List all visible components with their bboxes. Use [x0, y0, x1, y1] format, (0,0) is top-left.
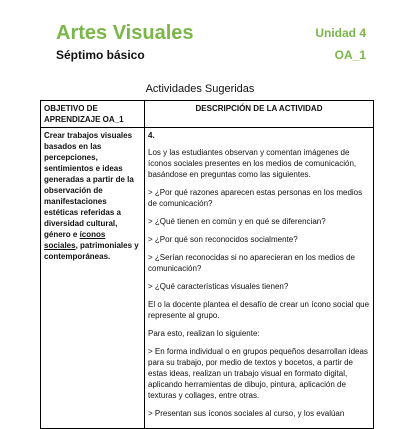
objective-line: manifestaciones: [44, 197, 107, 206]
activity-paragraph: Los y las estudiantes observan y comentan imágenes de íconos sociales presentes en los medios de comunicación, basándose en preguntas como las siguientes.: [148, 148, 357, 179]
objective-line: percepciones,: [44, 153, 98, 162]
objective-code: OA_1: [334, 48, 366, 62]
header-line: OBJETIVO DE: [44, 104, 98, 113]
objective-line: sentimientos e ideas: [44, 164, 123, 173]
objective-line: [44, 240, 141, 251]
activity-paragraph: El o la docente plantea el desafío de crear un ícono social que represente al grupo.: [148, 300, 370, 320]
objective-line: generadas a partir de la: [44, 175, 134, 184]
table-row: [41, 128, 374, 429]
document-title: Artes Visuales: [56, 22, 194, 44]
objective-line: observación de: [44, 186, 103, 195]
objective-line: contemporáneas.: [44, 252, 111, 261]
activity-paragraph: Para esto, realizan lo siguiente:: [148, 329, 260, 338]
objective-line: basados en las: [44, 142, 102, 151]
objective-column-header: [41, 101, 145, 128]
objective-cell: [41, 128, 145, 429]
table-header-row: [41, 101, 374, 128]
activity-question: > ¿Por qué son reconocidos socialmente?: [148, 235, 298, 244]
section-title: Actividades Sugeridas: [145, 83, 255, 95]
objective-line: [44, 229, 141, 240]
objective-text: género e: [44, 230, 80, 239]
activity-question: > ¿Qué tienen en común y en qué se diferencian?: [148, 217, 326, 226]
activity-question: > ¿Serían reconocidas si no aparecieran en los medios de comunicación?: [148, 253, 356, 273]
sociales-link[interactable]: sociales: [44, 241, 76, 250]
unit-label: Unidad 4: [315, 26, 366, 40]
activity-question: > ¿Por qué razones aparecen estas personas en los medios de comunicación?: [148, 188, 363, 208]
objective-line: estéticas referidas a: [44, 208, 121, 217]
activity-step: > Presentan sus íconos sociales al curso, y los evalúan: [148, 409, 345, 418]
iconos-link[interactable]: íconos: [79, 230, 106, 239]
header-line: APRENDIZAJE OA_1: [44, 115, 124, 124]
description-column-header: DESCRIPCIÓN DE LA ACTIVIDAD: [145, 101, 374, 128]
activity-table: [40, 100, 374, 429]
activity-step: > En forma individual o en grupos pequeños desarrollan ideas para su trabajo, por medio de textos y bocetos, a partir de estas ideas, realizan un trabajo visual en formato digital, aplicando herramientas de dibujo, pintura, aplicación de texturas y collages, entre otras.: [148, 347, 368, 400]
grade-subtitle: Séptimo básico: [56, 48, 145, 62]
objective-text: , patrimoniales y: [75, 241, 139, 250]
activity-number: 4.: [148, 131, 155, 140]
objective-line: diversidad cultural,: [44, 219, 118, 228]
activity-description-cell: [145, 128, 374, 429]
document-header: [56, 22, 366, 66]
objective-line: Crear trabajos visuales: [44, 131, 133, 140]
activity-question: > ¿Qué características visuales tienen?: [148, 282, 289, 291]
